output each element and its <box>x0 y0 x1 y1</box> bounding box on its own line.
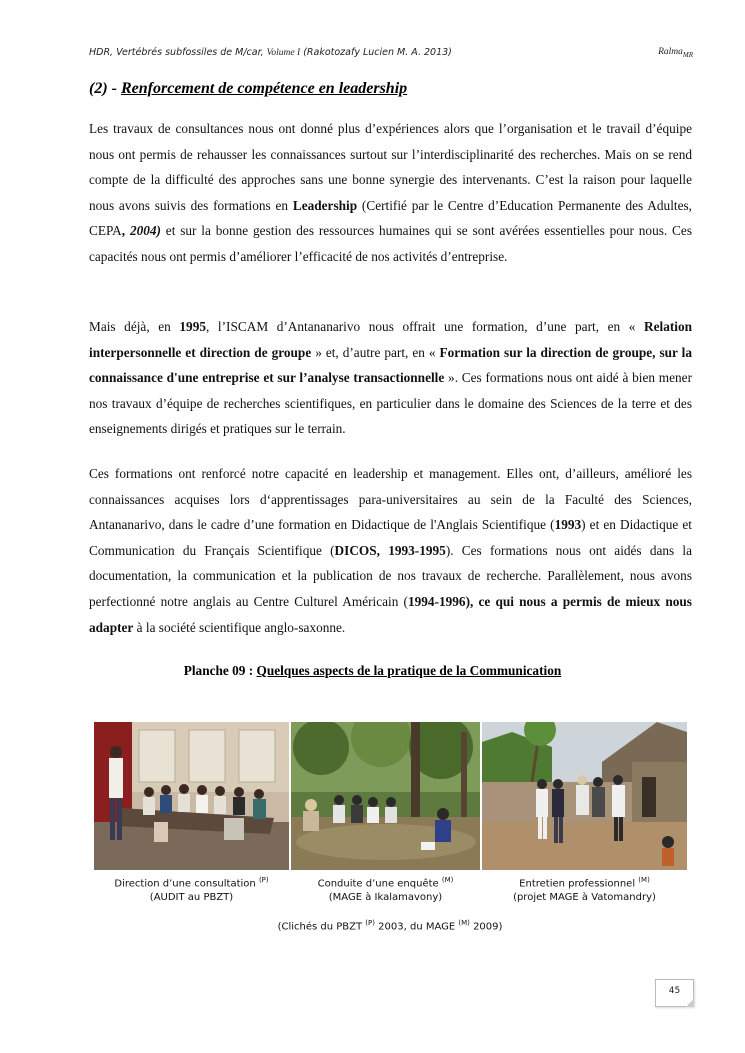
paragraph-2: Mais déjà, en 1995, l’ISCAM d’Antananarivo nous offrait une formation, d’une part, en « Relation interpersonnelle et direction de groupe » et, d’autre part, en « Formation sur la direction de groupe, sur la connaissance d'une entreprise et sur l’analyse transactionnelle ». Ces formations nous ont aidé à bien mener nos travaux d’équipe de recherches scientifiques, en particulier dans le domaine des Sciences de la terre et des enseignements dirigés et pratiques sur le terrain. <box>89 319 693 437</box>
section-title <box>89 80 407 98</box>
header-right-text: Ralma <box>658 47 683 57</box>
caption-consultation: Direction d’une consultation $^{(P)}$ (AUDIT au PBZT) <box>114 876 269 904</box>
photo-survey <box>291 722 480 870</box>
photo-consultation <box>94 722 289 870</box>
caption-interview: Entretien professionnel $^{(M)}$ (projet MAGE à Vatomandry) <box>513 876 656 904</box>
header-volume: Volume I <box>266 48 301 58</box>
running-header <box>89 47 452 58</box>
header-title: HDR, Vertébrés subfossiles de M/car, <box>89 47 267 58</box>
paragraph-3: Ces formations ont renforcé notre capacité en leadership et management. Elles ont, d’ailleurs, amélioré les connaissances acquises lors d‘apprentissages para-universitaires au sein de la Faculté des Sciences, Antananarivo, dans le cadre d’une formation en Didactique de l'Anglais Scientifique (1993) et en Didactique et Communication du Français Scientifique (DICOS, 1993-1995). Ces formations nous ont aidés dans la documentation, la communication et la publication de nos travaux de recherche. Parallèlement, nous avons perfectionné notre anglais au Centre Culturel Américain (1994-1996), ce qui nous a permis de mieux nous adapter à la société scientifique anglo-saxonne. <box>89 466 692 635</box>
header-right <box>658 47 693 59</box>
photo-credits: (Clichés du PBZT $^{(P)}$ 2003, du MAGE $^{(M)}$ 2009) <box>277 919 503 933</box>
caption-survey: Conduite d’une enquête $^{(M)}$ (MAGE à Ikalamavony) <box>317 876 454 904</box>
photo-interview-image <box>482 722 687 870</box>
header-right-sub: MR <box>682 50 693 59</box>
section-number: (2) - <box>89 80 121 97</box>
photo-consultation-image <box>94 722 289 870</box>
section-title-text: Renforcement de compétence en leadership <box>120 80 408 97</box>
photo-survey-image <box>291 722 480 870</box>
photo-interview <box>482 722 687 870</box>
figure-title: Planche 09 : Quelques aspects de la pratique de la Communication <box>183 663 562 678</box>
page-number: 45 <box>655 979 694 1007</box>
paragraph-1: Les travaux de consultances nous ont donné plus d’expériences alors que l’organisation et le travail d’équipe nous ont permis de rehausser les connaissances surtout sur l’interdisciplinarité des recherches. Mais on se rend compte de la difficulté des approches sans une bonne synergie des intervenants. C’est la raison pour laquelle nous avons suivis des formations en Leadership (Certifié par le Centre d’Education Permanente des Adultes, CEPA, 2004) et sur la bonne gestion des ressources humaines qui se sont avérées essentielles pour nous. Ces capacités nous ont permis d’améliorer l’efficacité de nos activités d’entreprise. <box>89 121 692 264</box>
header-author: (Rakotozafy Lucien M. A. 2013) <box>300 47 452 58</box>
